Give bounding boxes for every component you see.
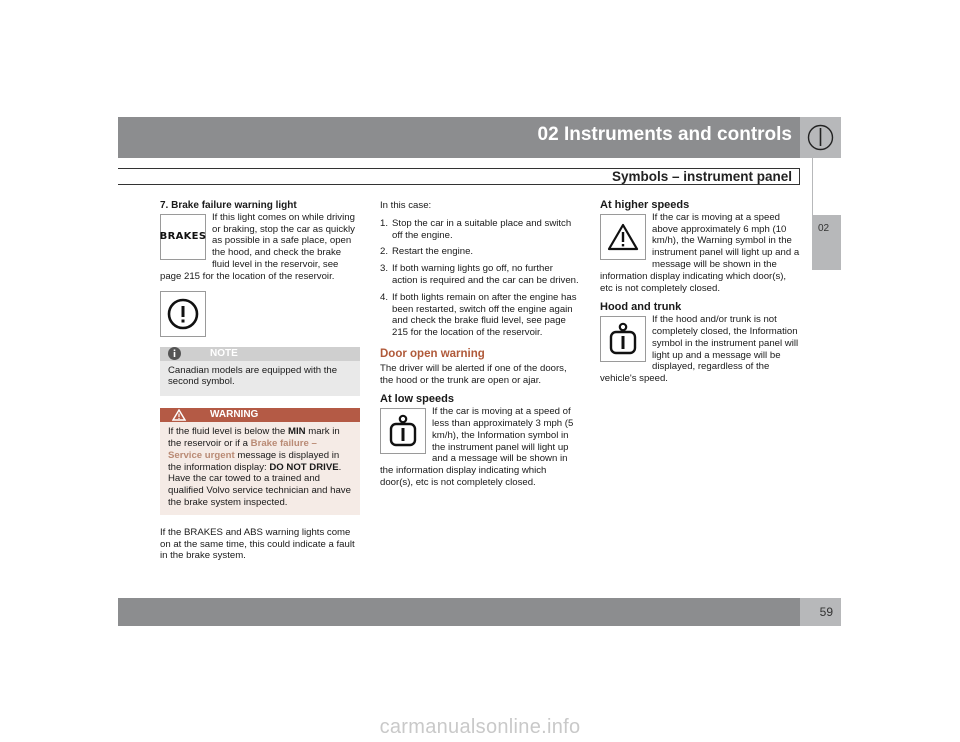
low-speeds-heading: At low speeds [380,393,454,406]
hood-trunk-heading: Hood and trunk [600,301,682,314]
brake-failure-text-cont: page 215 for the location of the reservoir. [160,270,335,282]
higher-speeds-block [600,212,800,295]
info-symbol-box [380,408,426,454]
brake-warning-icon [166,297,200,331]
door-open-heading: Door open warning [380,347,485,360]
info-symbol-box-2 [600,316,646,362]
brake-circle-symbol-box [160,291,206,337]
list-item: 2. Restart the engine. [380,246,474,258]
column-1 [160,200,360,562]
warning-symbol-box [600,214,646,260]
information-symbol-icon [608,322,638,356]
info-icon [167,346,182,361]
brake-failure-message: Brake failure – Service urgent [168,437,317,461]
low-speeds-block [380,406,580,489]
warning-text: If the fluid level is below the MIN mark in the reservoir or if a Brake failure – Service urgent message is displayed in the information display: DO NOT DRIVE. Have the car towed to a trained and qualified Volvo service technician and have the brake system inspected. [168,426,351,508]
side-tab-label: 02 [818,223,830,234]
note-box [160,347,360,397]
brakes-symbol-text: BRAKES [159,230,207,242]
brake-failure-text: If this light comes on while driving or braking, stop the car as quickly as possible in a safe place, open the hood, and check the brake fluid level in the reservoir, see [212,211,355,270]
list-item: 1. Stop the car in a suitable place and switch off the engine. [380,217,572,241]
higher-speeds-heading: At higher speeds [600,199,690,211]
watermark: carmanualsonline.info [379,716,581,738]
min-mark: MIN [288,426,306,438]
note-header [160,347,360,361]
footer-band [118,598,800,626]
steps-list [380,218,580,339]
warning-label: WARNING [210,409,259,421]
hood-trunk-block [600,314,800,385]
gauge-icon [807,124,834,151]
information-symbol-icon [388,414,418,448]
note-text: Canadian models are equipped with the second symbol. [168,364,338,388]
list-item: 3. If both warning lights go off, no further action is required and the car can be driven. [380,263,579,286]
chapter-icon-box [800,117,841,158]
hood-trunk-text: If the hood and/or trunk is not completely closed, the Information symbol in the instrument panel will light up and a message will be displayed, regardless of the vehicle's speed. [600,314,799,385]
door-open-intro: The driver will be alerted if one of the doors, the hood or the trunk are open or ajar. [380,362,567,386]
higher-speeds-text: If the car is moving at a speed above approximately 6 mph (10 km/h), the Warning symbol in the instrument panel will light up and a message will be shown in the information display indicating which door(s), etc is not completely closed. [600,211,800,294]
chapter-title: 02 Instruments and controls [537,124,792,145]
side-tab-line [812,158,813,215]
in-this-case: In this case: [380,200,432,211]
warning-symbol-icon [607,222,639,252]
section-title: Symbols – instrument panel [611,169,792,184]
warning-triangle-icon [172,409,186,421]
brakes-symbol-box [160,214,206,260]
low-speeds-text: If the car is moving at a speed of less than approximately 3 mph (5 km/h), the Information symbol in the instrument panel will light up and a message will be shown in the information display indicating which door(s), etc is not completely closed. [380,406,574,488]
brakes-abs-text: If the BRAKES and ABS warning lights come on at the same time, this could indicate a fault in the brake system. [160,526,355,562]
page-number: 59 [819,605,833,619]
column-3 [600,200,800,385]
brake-failure-heading: 7. Brake failure warning light [160,200,297,211]
do-not-drive: DO NOT DRIVE [269,461,339,473]
list-item: 4. If both lights remain on after the engine has been restarted, switch off the engine again and check the brake fluid level, see page 215 for the location of the reservoir. [380,291,577,339]
warning-header [160,408,360,422]
column-2 [380,200,580,489]
warning-box [160,408,360,515]
chapter-side-tab [812,215,841,270]
note-label: NOTE [210,347,238,359]
